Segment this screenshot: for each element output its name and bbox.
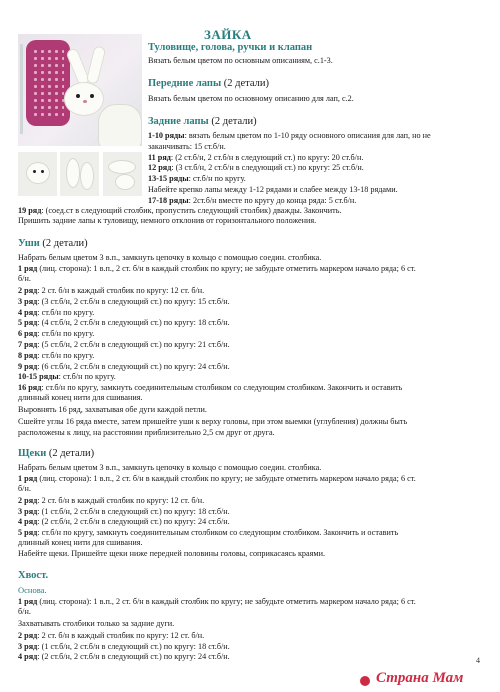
ears-row-text: : ст.б/н по кругу. — [37, 329, 95, 339]
tail-heading: Хвост. — [18, 570, 49, 581]
front-paws-heading: Передние лапы (2 детали) — [148, 78, 269, 89]
cheeks-intro: Набрать белым цветом 3 в.п., замкнуть цепочку в кольцо с помощью соедин. столбика. — [18, 463, 322, 472]
tail-row-text: : 2 ст. б/н в каждый столбик по кругу: 12 ст. б/н. — [37, 631, 205, 640]
ears-heading: Уши (2 детали) — [18, 238, 88, 249]
detail-photo-1 — [18, 152, 57, 196]
detail-photos — [18, 152, 142, 196]
tail-row — [18, 631, 204, 641]
cheeks-row — [18, 507, 230, 517]
bunny-head-image — [64, 82, 104, 116]
ears-row-text: : (3 ст.б/н, 2 ст.б/н в следующий ст.) по кругу: 15 ст.б/н. — [37, 296, 230, 306]
tail-note: Захватывать столбики только за задние дуги. — [18, 619, 175, 628]
cheeks-row-label: 4 ряд — [18, 517, 38, 527]
ears-row — [18, 318, 230, 328]
ears-row — [18, 362, 230, 372]
hind-paws-row — [148, 174, 246, 184]
tail-row-1-cont: б/н. — [18, 607, 31, 616]
hind-paws-row-text: Набейте крепко лапы между 1-12 рядами и слабее между 13-18 рядами. — [148, 185, 398, 194]
cheeks-row-5-cont: длинный конец нити для сшивания. — [18, 538, 143, 547]
cheeks-note: Набейте щеки. Пришейте щеки ниже передней половины головы, соприкасаясь краями. — [18, 549, 326, 558]
ears-row-label: 9 ряд — [18, 361, 38, 371]
hind-paws-row-text: заканчивать: 15 ст.б/н. — [148, 141, 226, 151]
ears-row-text: : (6 ст.б/н, 2 ст.б/н в следующий ст.) по кругу: 24 ст.б/н. — [37, 361, 230, 371]
detail-photo-2 — [60, 152, 99, 196]
hind-paws-row-text: : ст.б/н по кругу. — [188, 174, 246, 184]
tail-row-label: 4 ряд — [18, 652, 38, 662]
ears-row-label: 10-15 ряды — [18, 372, 59, 382]
hind-paws-row — [148, 163, 364, 173]
ears-row-label: 6 ряд — [18, 329, 38, 339]
intro-text: Вязать белым цветом по основным описаниям, с.1-3. — [148, 56, 333, 65]
hind-paws-row-label: 13-15 ряды — [148, 174, 189, 184]
ears-row-label: 3 ряд — [18, 296, 38, 306]
ears-row-16: 16 ряд: ст.б/н по кругу, замкнуть соединительным столбиком со следующим столбиком. Закончить и оставить — [18, 383, 403, 392]
hind-paws-heading: Задние лапы (2 детали) — [148, 116, 257, 127]
ears-row-text: : 2 ст. б/н в каждый столбик по кругу: 12 ст. б/н. — [37, 286, 205, 295]
hind-paws-row — [148, 142, 226, 152]
hind-paws-row — [148, 185, 398, 195]
ears-row-label: 2 ряд — [18, 286, 38, 295]
hind-paws-row-label: 17-18 ряды — [148, 195, 189, 205]
tail-row — [18, 652, 230, 662]
ears-row-text: : (4 ст.б/н, 2 ст.б/н в следующий ст.) по кругу: 18 ст.б/н. — [37, 318, 230, 328]
hind-paws-row-text: : 2ст.б/н вместе по кругу до конца ряда: 5 ст.б/н. — [188, 195, 357, 205]
hind-paws-attach: Пришить задние лапы к туловищу, немного отклонив от горизонтального положения. — [18, 216, 317, 225]
ears-row-text: : (5 ст.б/н, 2 ст.б/н в следующий ст.) по кругу: 21 ст.б/н. — [37, 340, 230, 349]
page-title: ЗАЙКА — [204, 27, 252, 42]
detail-photo-3 — [103, 152, 142, 196]
tail-row — [18, 642, 230, 652]
hind-paws-row — [148, 131, 431, 141]
ears-row-label: 8 ряд — [18, 350, 38, 360]
section-subtitle: Туловище, голова, ручки и клапан — [148, 42, 313, 53]
watermark-logo-icon — [360, 676, 370, 686]
ears-row-label: 5 ряд — [18, 318, 38, 328]
ears-row-16-cont: длинный конец нити для сшивания. — [18, 393, 143, 402]
cheeks-row-text: : (1 ст.б/н, 2 ст.б/н в следующий ст.) по кругу: 18 ст.б/н. — [37, 506, 230, 516]
cheeks-row-1-cont: б/н. — [18, 484, 31, 493]
cheeks-row-5: 5 ряд: ст.б/н по кругу, замкнуть соединительным столбиком со следующим столбиком. Закончить и оставить — [18, 528, 399, 537]
pink-bag-image — [26, 40, 70, 126]
cheeks-row-label: 3 ряд — [18, 506, 38, 516]
tail-row-text: : (1 ст.б/н, 2 ст.б/н в следующий ст.) по кругу: 18 ст.б/н. — [37, 641, 230, 651]
hind-paws-row-text: : (2 ст.б/н, 2 ст.б/н в следующий ст.) по кругу: 20 ст.б/н. — [170, 152, 364, 162]
cheeks-row-text: : (2 ст.б/н, 2 ст.б/н в следующий ст.) по кругу: 24 ст.б/н. — [37, 517, 230, 527]
cheeks-row — [18, 517, 230, 527]
tail-row-label: 3 ряд — [18, 641, 38, 651]
ears-row-text: : ст.б/н по кругу. — [37, 350, 95, 360]
cheeks-row-1: 1 ряд (лиц. сторона): 1 в.п., 2 ст. б/н в каждый столбик по кругу; не забудьте отметить маркером начало ряда; 6 ст. — [18, 474, 416, 483]
ears-note-1: Выровнять 16 ряд, захватывая обе дуги каждой петли. — [18, 405, 207, 414]
hind-paws-row-label: 12 ряд — [148, 163, 172, 173]
hind-paws-row-text: : вязать белым цветом по 1-10 ряду основного описания для лап, но не — [184, 131, 431, 140]
ears-note-2: Сшейте углы 16 ряда вместе, затем пришейте уши к верху головы, при этом выемки (углубления) должны быть — [18, 417, 408, 426]
hind-paws-row-text: : (3 ст.б/н, 2 ст.б/н в следующий ст.) по кругу: 25 ст.б/н. — [171, 163, 364, 173]
ears-row — [18, 351, 94, 361]
ears-intro: Набрать белым цветом 3 в.п., замкнуть цепочку в кольцо с помощью соедин. столбика. — [18, 253, 322, 262]
ears-row-text: : ст.б/н по кругу. — [58, 372, 116, 382]
tail-row-label: 2 ряд — [18, 631, 38, 640]
ears-note-3: расположены к лицу, на расстоянии приблизительно 2,5 см друг от друга. — [18, 428, 275, 437]
front-paws-text: Вязать белым цветом по основному описанию для лап, с.2. — [148, 94, 354, 103]
page-number: 4 — [476, 656, 480, 665]
cheeks-row — [18, 496, 204, 506]
ears-row — [18, 297, 230, 307]
hind-row-19: 19 ряд: (соед.ст в следующий столбик, пропустить следующий столбик) дважды. Закончить. — [18, 206, 342, 215]
ears-row-1: 1 ряд (лиц. сторона): 1 в.п., 2 ст. б/н в каждый столбик по кругу; не забудьте отметить маркером начало ряда; 6 ст. — [18, 264, 416, 273]
ears-row-1-cont: б/н. — [18, 274, 31, 283]
tail-subheading: Основа. — [18, 585, 47, 595]
ears-row — [18, 286, 204, 296]
ears-row — [18, 340, 230, 350]
ears-row — [18, 308, 94, 318]
ears-row — [18, 372, 116, 382]
bunny-photo — [18, 34, 142, 146]
cheeks-row-text: : 2 ст. б/н в каждый столбик по кругу: 12 ст. б/н. — [37, 496, 205, 505]
cheeks-heading: Щеки (2 детали) — [18, 448, 95, 459]
hind-paws-row — [148, 196, 356, 206]
hind-paws-row-label: 11 ряд — [148, 152, 171, 162]
cheeks-row-label: 2 ряд — [18, 496, 38, 505]
ears-row — [18, 329, 94, 339]
watermark: Страна Мам — [376, 670, 464, 686]
hind-paws-row-label: 1-10 ряды — [148, 131, 185, 140]
tail-row-1: 1 ряд (лиц. сторона): 1 в.п., 2 ст. б/н в каждый столбик по кругу; не забудьте отметить маркером начало ряда; 6 ст. — [18, 597, 416, 606]
ears-row-label: 4 ряд — [18, 307, 38, 317]
tail-row-text: : (2 ст.б/н, 2 ст.б/н в следующий ст.) по кругу: 24 ст.б/н. — [37, 652, 230, 662]
hind-paws-row — [148, 153, 363, 163]
ears-row-label: 7 ряд — [18, 340, 38, 349]
ears-row-text: : ст.б/н по кругу. — [37, 307, 95, 317]
